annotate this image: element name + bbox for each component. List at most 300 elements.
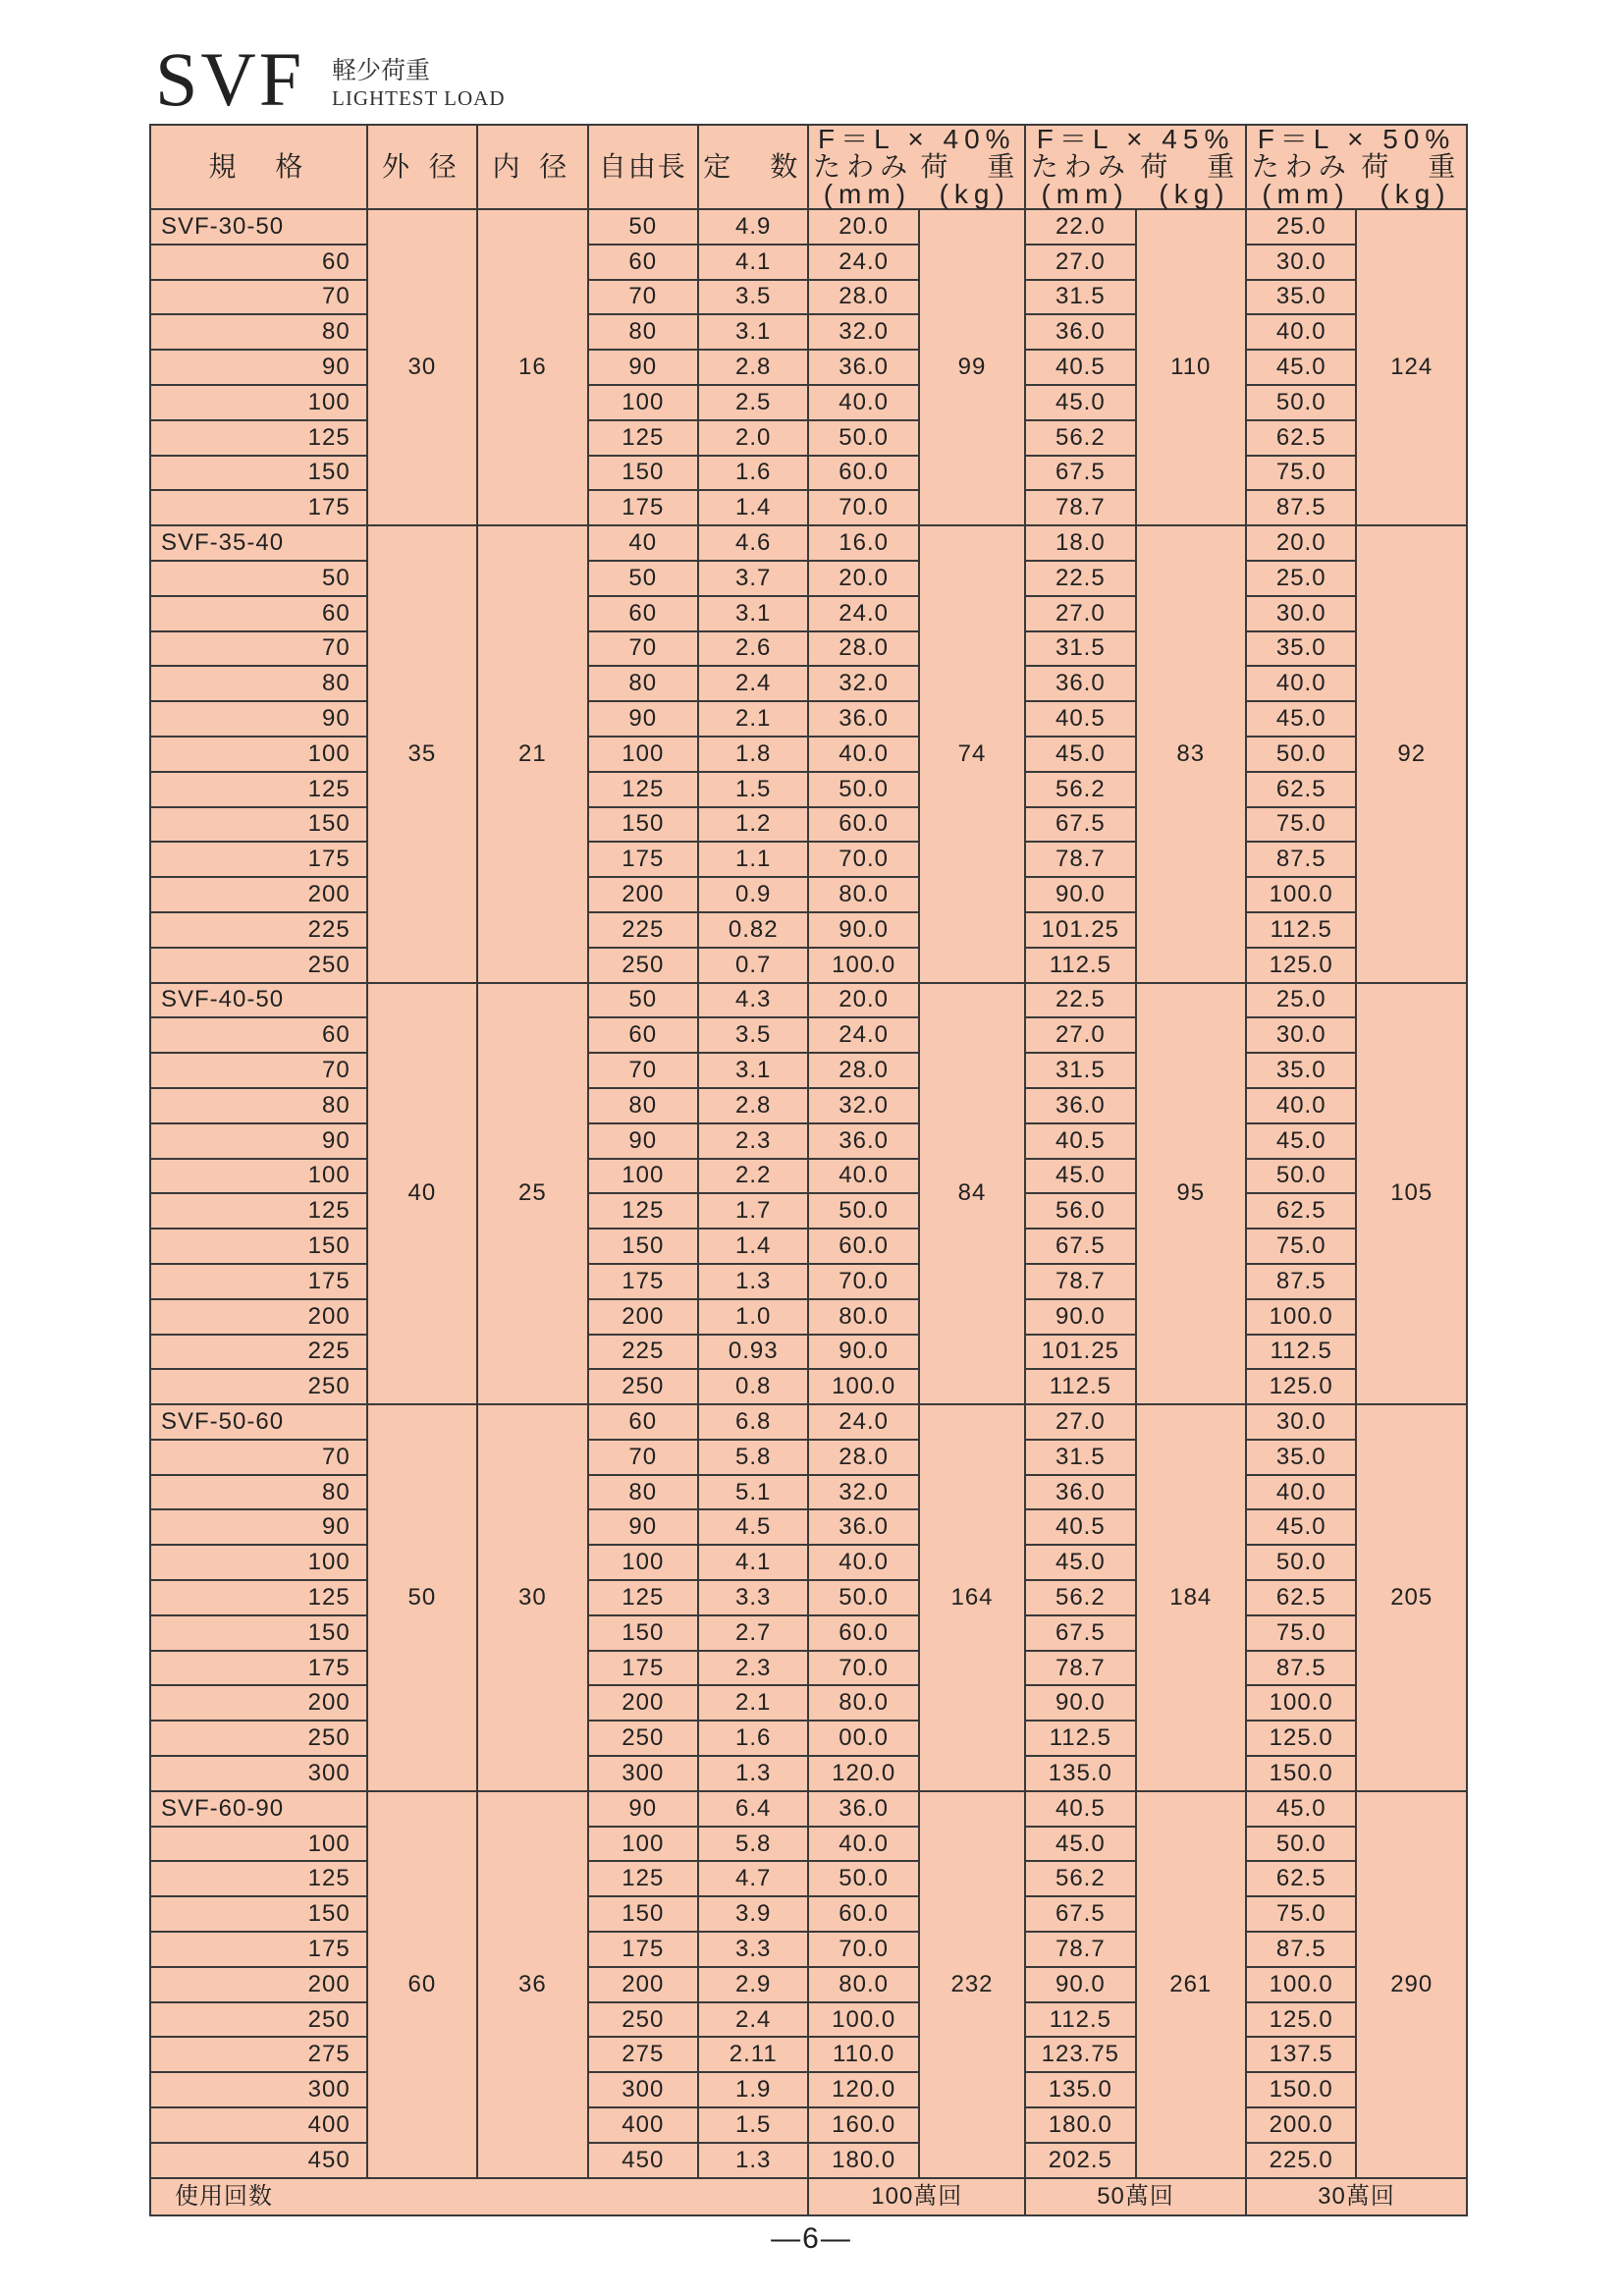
cell-free-length: 250 (588, 1721, 698, 1756)
cell-deflection-45: 45.0 (1025, 737, 1135, 772)
cell-deflection-40: 180.0 (808, 2143, 918, 2178)
cell-deflection-50: 50.0 (1246, 1159, 1356, 1194)
cell-spec: 400 (150, 2107, 367, 2143)
cell-constant: 1.4 (698, 1229, 808, 1264)
cell-free-length: 250 (588, 2002, 698, 2038)
cell-deflection-40: 40.0 (808, 737, 918, 772)
cell-spec: 175 (150, 1264, 367, 1299)
cell-deflection-40: 80.0 (808, 877, 918, 912)
cell-free-length: 40 (588, 525, 698, 561)
cell-free-length: 150 (588, 807, 698, 843)
table-row (150, 1159, 1467, 1194)
cell-constant: 1.8 (698, 737, 808, 772)
cell-spec: SVF-30-50 (150, 209, 367, 245)
cell-free-length: 50 (588, 561, 698, 596)
cell-deflection-40: 90.0 (808, 912, 918, 948)
table-row (150, 1756, 1467, 1791)
cell-deflection-40: 90.0 (808, 1335, 918, 1370)
cell-free-length: 150 (588, 1229, 698, 1264)
cell-deflection-45: 101.25 (1025, 1335, 1135, 1370)
cell-deflection-45: 45.0 (1025, 385, 1135, 420)
table-row (150, 1193, 1467, 1229)
cell-constant: 1.3 (698, 1264, 808, 1299)
table-row (150, 1651, 1467, 1686)
cell-spec: 200 (150, 1299, 367, 1335)
table-row (150, 350, 1467, 385)
cell-deflection-50: 75.0 (1246, 1896, 1356, 1932)
cell-deflection-50: 87.5 (1246, 1932, 1356, 1967)
cell-deflection-45: 56.2 (1025, 1580, 1135, 1615)
cell-deflection-50: 35.0 (1246, 631, 1356, 667)
cell-deflection-45: 45.0 (1025, 1545, 1135, 1580)
cell-constant: 2.4 (698, 666, 808, 701)
cell-constant: 5.8 (698, 1827, 808, 1862)
cell-constant: 1.5 (698, 772, 808, 807)
cell-free-length: 60 (588, 596, 698, 631)
cell-deflection-45: 202.5 (1025, 2143, 1135, 2178)
cell-spec: 80 (150, 1475, 367, 1510)
cell-spec: 80 (150, 1088, 367, 1123)
footer-cycles-50: 30萬回 (1246, 2178, 1467, 2215)
cell-free-length: 100 (588, 1159, 698, 1194)
cell-outer-diameter: 35 (367, 525, 477, 982)
cell-spec: 300 (150, 1756, 367, 1791)
cell-deflection-40: 110.0 (808, 2037, 918, 2072)
cell-constant: 2.6 (698, 631, 808, 667)
cell-constant: 1.9 (698, 2072, 808, 2107)
cell-free-length: 90 (588, 701, 698, 737)
cell-spec: 50 (150, 561, 367, 596)
cell-constant: 1.0 (698, 1299, 808, 1335)
cell-deflection-50: 45.0 (1246, 1123, 1356, 1159)
cell-deflection-40: 60.0 (808, 1896, 918, 1932)
cell-deflection-45: 112.5 (1025, 1369, 1135, 1404)
cell-deflection-50: 20.0 (1246, 525, 1356, 561)
cell-constant: 2.9 (698, 1967, 808, 2002)
cell-constant: 3.3 (698, 1580, 808, 1615)
table-row (150, 1545, 1467, 1580)
cell-deflection-40: 50.0 (808, 1861, 918, 1896)
cell-constant: 1.6 (698, 456, 808, 491)
cell-free-length: 125 (588, 1580, 698, 1615)
cell-deflection-50: 87.5 (1246, 842, 1356, 877)
cell-constant: 3.3 (698, 1932, 808, 1967)
cell-spec: 175 (150, 1932, 367, 1967)
cell-constant: 1.1 (698, 842, 808, 877)
cell-deflection-40: 80.0 (808, 1299, 918, 1335)
cell-spec: 150 (150, 1615, 367, 1651)
table-row (150, 772, 1467, 807)
cell-free-length: 450 (588, 2143, 698, 2178)
cell-deflection-40: 32.0 (808, 1088, 918, 1123)
cell-deflection-50: 200.0 (1246, 2107, 1356, 2143)
cell-constant: 2.5 (698, 385, 808, 420)
cell-free-length: 175 (588, 842, 698, 877)
cell-free-length: 175 (588, 1651, 698, 1686)
cell-deflection-40: 20.0 (808, 983, 918, 1018)
cell-constant: 2.3 (698, 1651, 808, 1686)
cell-deflection-50: 35.0 (1246, 1440, 1356, 1475)
cell-deflection-50: 150.0 (1246, 2072, 1356, 2107)
cell-deflection-45: 27.0 (1025, 596, 1135, 631)
cell-constant: 5.8 (698, 1440, 808, 1475)
cell-deflection-40: 50.0 (808, 772, 918, 807)
cell-deflection-50: 25.0 (1246, 983, 1356, 1018)
table-row (150, 1475, 1467, 1510)
cell-deflection-40: 16.0 (808, 525, 918, 561)
cell-inner-diameter: 36 (477, 1791, 587, 2178)
cell-deflection-45: 56.2 (1025, 420, 1135, 456)
cell-deflection-40: 60.0 (808, 456, 918, 491)
cell-constant: 3.1 (698, 314, 808, 350)
table-row (150, 561, 1467, 596)
cell-deflection-45: 67.5 (1025, 1229, 1135, 1264)
cell-deflection-50: 35.0 (1246, 280, 1356, 315)
cell-deflection-50: 125.0 (1246, 1721, 1356, 1756)
table-row (150, 1967, 1467, 2002)
cell-deflection-45: 27.0 (1025, 245, 1135, 280)
cell-load-40: 74 (919, 525, 1025, 982)
cell-constant: 2.4 (698, 2002, 808, 2038)
cell-free-length: 200 (588, 1685, 698, 1721)
cell-free-length: 80 (588, 1475, 698, 1510)
cell-constant: 2.8 (698, 350, 808, 385)
cell-deflection-50: 125.0 (1246, 2002, 1356, 2038)
footer-row (150, 2178, 1467, 2215)
table-row (150, 737, 1467, 772)
cell-inner-diameter: 21 (477, 525, 587, 982)
cell-deflection-50: 100.0 (1246, 877, 1356, 912)
cell-outer-diameter: 60 (367, 1791, 477, 2178)
cell-constant: 1.4 (698, 490, 808, 525)
table-row (150, 456, 1467, 491)
cell-deflection-45: 45.0 (1025, 1159, 1135, 1194)
cell-free-length: 200 (588, 1967, 698, 2002)
cell-deflection-45: 22.5 (1025, 983, 1135, 1018)
cell-deflection-50: 225.0 (1246, 2143, 1356, 2178)
cell-deflection-40: 70.0 (808, 1932, 918, 1967)
series-subtitle-en: LIGHTEST LOAD (332, 86, 506, 110)
table-row (150, 245, 1467, 280)
cell-load-45: 110 (1136, 209, 1246, 525)
cell-free-length: 50 (588, 209, 698, 245)
cell-deflection-50: 50.0 (1246, 737, 1356, 772)
cell-deflection-40: 70.0 (808, 1264, 918, 1299)
cell-deflection-45: 22.0 (1025, 209, 1135, 245)
cell-load-50: 205 (1356, 1404, 1467, 1791)
cell-spec: 70 (150, 631, 367, 667)
cell-load-50: 124 (1356, 209, 1467, 525)
cell-free-length: 125 (588, 772, 698, 807)
cell-deflection-40: 36.0 (808, 701, 918, 737)
cell-deflection-40: 60.0 (808, 807, 918, 843)
cell-spec: 60 (150, 596, 367, 631)
cell-deflection-50: 45.0 (1246, 1509, 1356, 1545)
cell-constant: 1.3 (698, 1756, 808, 1791)
cell-spec: 60 (150, 1017, 367, 1053)
table-header-row (150, 125, 1467, 209)
cell-deflection-45: 78.7 (1025, 1264, 1135, 1299)
cell-constant: 4.1 (698, 1545, 808, 1580)
cell-spec: 125 (150, 420, 367, 456)
cell-free-length: 300 (588, 2072, 698, 2107)
cell-deflection-40: 70.0 (808, 490, 918, 525)
cell-spec: 150 (150, 1229, 367, 1264)
cell-deflection-50: 35.0 (1246, 1053, 1356, 1088)
cell-deflection-45: 78.7 (1025, 842, 1135, 877)
cell-free-length: 100 (588, 737, 698, 772)
cell-deflection-45: 78.7 (1025, 1651, 1135, 1686)
cell-constant: 3.9 (698, 1896, 808, 1932)
cell-constant: 1.2 (698, 807, 808, 843)
cell-spec: SVF-40-50 (150, 983, 367, 1018)
cell-deflection-50: 100.0 (1246, 1299, 1356, 1335)
cell-deflection-40: 100.0 (808, 948, 918, 983)
table-row (150, 490, 1467, 525)
cell-spec: 70 (150, 280, 367, 315)
cell-free-length: 60 (588, 1017, 698, 1053)
cell-deflection-50: 30.0 (1246, 596, 1356, 631)
cell-spec: 250 (150, 2002, 367, 2038)
cell-spec: 250 (150, 1369, 367, 1404)
cell-deflection-50: 62.5 (1246, 1580, 1356, 1615)
cell-deflection-45: 22.5 (1025, 561, 1135, 596)
table-row (150, 1615, 1467, 1651)
cell-deflection-50: 50.0 (1246, 385, 1356, 420)
cell-free-length: 125 (588, 1861, 698, 1896)
cell-deflection-50: 75.0 (1246, 807, 1356, 843)
table-row (150, 596, 1467, 631)
cell-deflection-50: 100.0 (1246, 1685, 1356, 1721)
cell-inner-diameter: 16 (477, 209, 587, 525)
table-row (150, 1299, 1467, 1335)
cell-free-length: 400 (588, 2107, 698, 2143)
cell-deflection-45: 67.5 (1025, 1615, 1135, 1651)
cell-deflection-45: 36.0 (1025, 666, 1135, 701)
cell-constant: 2.2 (698, 1159, 808, 1194)
table-row (150, 842, 1467, 877)
cell-deflection-50: 112.5 (1246, 912, 1356, 948)
cell-deflection-50: 62.5 (1246, 420, 1356, 456)
table-row (150, 948, 1467, 983)
cell-constant: 4.5 (698, 1509, 808, 1545)
table-row (150, 1932, 1467, 1967)
table-row (150, 701, 1467, 737)
cell-spec: 100 (150, 1159, 367, 1194)
table-row (150, 1509, 1467, 1545)
table-row (150, 1685, 1467, 1721)
cell-free-length: 90 (588, 350, 698, 385)
cell-free-length: 80 (588, 314, 698, 350)
cell-deflection-50: 125.0 (1246, 1369, 1356, 1404)
cell-spec: 90 (150, 1123, 367, 1159)
cell-deflection-45: 45.0 (1025, 1827, 1135, 1862)
cell-deflection-45: 40.5 (1025, 1509, 1135, 1545)
cell-deflection-50: 75.0 (1246, 1229, 1356, 1264)
table-row (150, 1369, 1467, 1404)
cell-spec: 70 (150, 1440, 367, 1475)
cell-deflection-40: 36.0 (808, 1791, 918, 1827)
cell-deflection-50: 45.0 (1246, 1791, 1356, 1827)
table-row (150, 1264, 1467, 1299)
cell-deflection-45: 31.5 (1025, 1053, 1135, 1088)
cell-deflection-50: 62.5 (1246, 772, 1356, 807)
cell-deflection-50: 87.5 (1246, 1264, 1356, 1299)
cell-free-length: 90 (588, 1509, 698, 1545)
table-row (150, 525, 1467, 561)
cell-deflection-50: 40.0 (1246, 1088, 1356, 1123)
cell-deflection-50: 30.0 (1246, 1017, 1356, 1053)
cell-deflection-50: 137.5 (1246, 2037, 1356, 2072)
cell-deflection-45: 40.5 (1025, 701, 1135, 737)
cell-free-length: 125 (588, 1193, 698, 1229)
table-row (150, 983, 1467, 1018)
cell-deflection-45: 27.0 (1025, 1404, 1135, 1440)
header-group-40: F＝L × 40% たわみ 荷 重 (mm) (kg) (808, 125, 1025, 209)
cell-deflection-45: 56.2 (1025, 772, 1135, 807)
cell-free-length: 60 (588, 245, 698, 280)
cell-constant: 0.82 (698, 912, 808, 948)
cell-constant: 2.0 (698, 420, 808, 456)
cell-deflection-40: 60.0 (808, 1615, 918, 1651)
cell-spec: 100 (150, 385, 367, 420)
cell-constant: 4.7 (698, 1861, 808, 1896)
cell-spec: 90 (150, 701, 367, 737)
cell-deflection-50: 25.0 (1246, 209, 1356, 245)
cell-free-length: 175 (588, 490, 698, 525)
table-row (150, 2143, 1467, 2178)
cell-load-40: 84 (919, 983, 1025, 1405)
cell-deflection-40: 20.0 (808, 561, 918, 596)
table-row (150, 209, 1467, 245)
cell-deflection-40: 40.0 (808, 1159, 918, 1194)
cell-deflection-50: 75.0 (1246, 1615, 1356, 1651)
cell-spec: 125 (150, 772, 367, 807)
header-group-50: F＝L × 50% たわみ 荷 重 (mm) (kg) (1246, 125, 1467, 209)
table-row (150, 1896, 1467, 1932)
table-row (150, 666, 1467, 701)
cell-deflection-40: 32.0 (808, 314, 918, 350)
cell-deflection-45: 31.5 (1025, 1440, 1135, 1475)
cell-free-length: 70 (588, 631, 698, 667)
cell-deflection-45: 123.75 (1025, 2037, 1135, 2072)
cell-free-length: 175 (588, 1264, 698, 1299)
cell-deflection-45: 90.0 (1025, 1967, 1135, 2002)
table-row (150, 2002, 1467, 2038)
cell-constant: 1.3 (698, 2143, 808, 2178)
cell-deflection-45: 180.0 (1025, 2107, 1135, 2143)
cell-spec: 125 (150, 1193, 367, 1229)
table-row (150, 1440, 1467, 1475)
cell-spec: 125 (150, 1861, 367, 1896)
cell-free-length: 200 (588, 877, 698, 912)
cell-deflection-45: 78.7 (1025, 1932, 1135, 1967)
cell-deflection-40: 120.0 (808, 1756, 918, 1791)
cell-deflection-50: 150.0 (1246, 1756, 1356, 1791)
table-row (150, 1053, 1467, 1088)
cell-deflection-50: 50.0 (1246, 1545, 1356, 1580)
cell-free-length: 150 (588, 1896, 698, 1932)
cell-constant: 4.6 (698, 525, 808, 561)
cell-load-40: 164 (919, 1404, 1025, 1791)
cell-free-length: 150 (588, 456, 698, 491)
cell-constant: 1.7 (698, 1193, 808, 1229)
cell-spec: 225 (150, 912, 367, 948)
cell-free-length: 100 (588, 385, 698, 420)
cell-deflection-40: 80.0 (808, 1685, 918, 1721)
cell-spec: 225 (150, 1335, 367, 1370)
cell-load-50: 92 (1356, 525, 1467, 982)
cell-constant: 3.7 (698, 561, 808, 596)
cell-deflection-40: 36.0 (808, 1123, 918, 1159)
cell-inner-diameter: 30 (477, 1404, 587, 1791)
cell-spec: 80 (150, 666, 367, 701)
cell-outer-diameter: 30 (367, 209, 477, 525)
page-number: —6— (771, 2222, 852, 2255)
header-group-45: F＝L × 45% たわみ 荷 重 (mm) (kg) (1025, 125, 1246, 209)
cell-constant: 3.1 (698, 596, 808, 631)
cell-free-length: 90 (588, 1791, 698, 1827)
cell-deflection-45: 31.5 (1025, 280, 1135, 315)
cell-spec: 150 (150, 1896, 367, 1932)
header-outer-diameter: 外 径 (367, 125, 477, 209)
cell-constant: 6.4 (698, 1791, 808, 1827)
series-subtitle-jp: 軽少荷重 (332, 56, 431, 84)
cell-constant: 2.8 (698, 1088, 808, 1123)
cell-deflection-45: 36.0 (1025, 1088, 1135, 1123)
cell-deflection-40: 28.0 (808, 1053, 918, 1088)
cell-free-length: 70 (588, 1440, 698, 1475)
table-row (150, 1721, 1467, 1756)
cell-load-50: 290 (1356, 1791, 1467, 2178)
cell-spec: 70 (150, 1053, 367, 1088)
cell-spec: 175 (150, 1651, 367, 1686)
cell-deflection-50: 75.0 (1246, 456, 1356, 491)
cell-outer-diameter: 50 (367, 1404, 477, 1791)
cell-load-45: 261 (1136, 1791, 1246, 2178)
cell-deflection-45: 78.7 (1025, 490, 1135, 525)
table-row (150, 912, 1467, 948)
cell-spec: 175 (150, 842, 367, 877)
cell-deflection-40: 28.0 (808, 631, 918, 667)
cell-deflection-40: 160.0 (808, 2107, 918, 2143)
cell-spec: SVF-35-40 (150, 525, 367, 561)
cell-deflection-45: 56.0 (1025, 1193, 1135, 1229)
table-row (150, 2107, 1467, 2143)
table-row (150, 1580, 1467, 1615)
cell-deflection-50: 40.0 (1246, 1475, 1356, 1510)
cell-spec: 275 (150, 2037, 367, 2072)
cell-deflection-50: 30.0 (1246, 245, 1356, 280)
cell-deflection-40: 32.0 (808, 1475, 918, 1510)
cell-deflection-45: 101.25 (1025, 912, 1135, 948)
cell-deflection-40: 40.0 (808, 1545, 918, 1580)
cell-deflection-40: 120.0 (808, 2072, 918, 2107)
cell-constant: 2.7 (698, 1615, 808, 1651)
cell-deflection-45: 36.0 (1025, 314, 1135, 350)
cell-free-length: 125 (588, 420, 698, 456)
cell-deflection-40: 40.0 (808, 385, 918, 420)
cell-constant: 6.8 (698, 1404, 808, 1440)
table-body (150, 209, 1467, 2178)
footer-label: 使用回数 (150, 2178, 808, 2215)
cell-constant: 4.3 (698, 983, 808, 1018)
cell-deflection-40: 40.0 (808, 1827, 918, 1862)
cell-constant: 5.1 (698, 1475, 808, 1510)
cell-constant: 4.1 (698, 245, 808, 280)
cell-deflection-45: 27.0 (1025, 1017, 1135, 1053)
cell-free-length: 225 (588, 1335, 698, 1370)
